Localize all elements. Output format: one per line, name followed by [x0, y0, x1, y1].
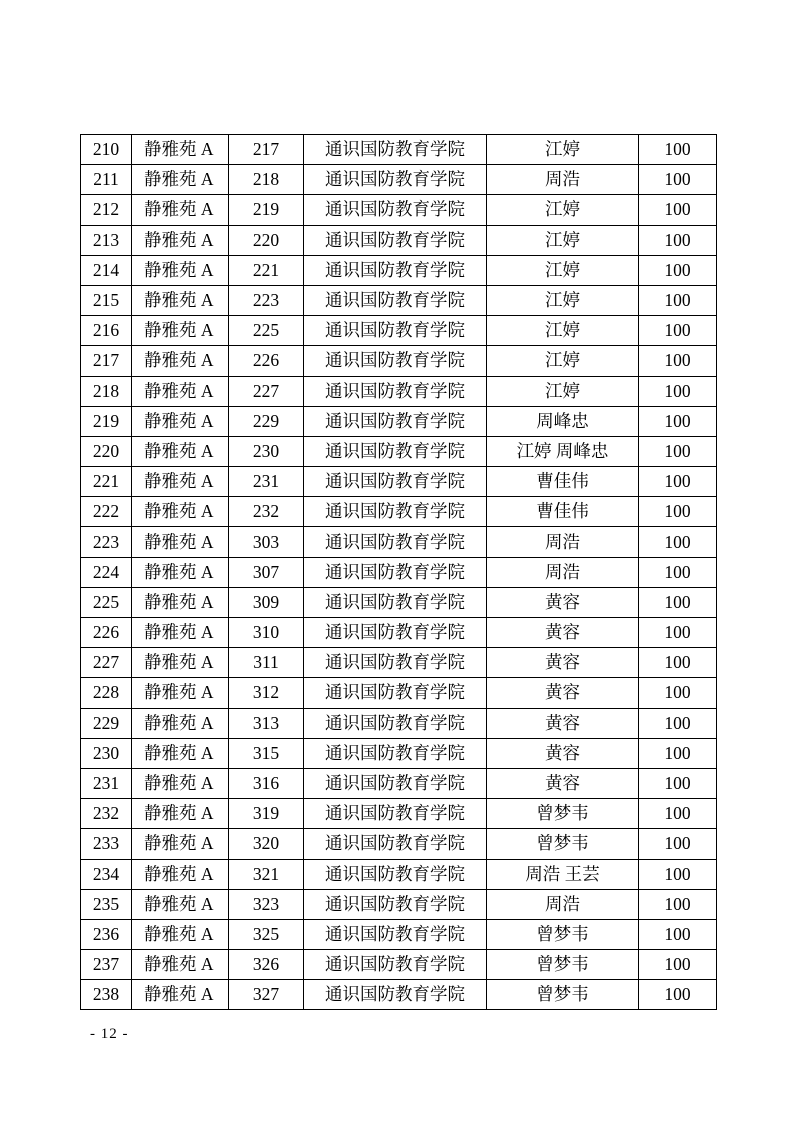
room-number-cell: 307 [229, 557, 304, 587]
counselor-cell: 黄容 [487, 708, 639, 738]
building-cell: 静雅苑 A [132, 135, 229, 165]
room-number-cell: 221 [229, 255, 304, 285]
serial-number-cell: 218 [81, 376, 132, 406]
serial-number-cell: 222 [81, 497, 132, 527]
room-number-cell: 231 [229, 467, 304, 497]
counselor-cell: 江婷 [487, 195, 639, 225]
score-cell: 100 [639, 285, 717, 315]
building-cell: 静雅苑 A [132, 618, 229, 648]
counselor-cell: 曾梦韦 [487, 980, 639, 1010]
score-cell: 100 [639, 587, 717, 617]
college-cell: 通识国防教育学院 [304, 678, 487, 708]
table-row [81, 467, 717, 497]
page-number: - 12 - [90, 1026, 129, 1042]
counselor-cell: 黄容 [487, 678, 639, 708]
serial-number-cell: 219 [81, 406, 132, 436]
building-cell: 静雅苑 A [132, 738, 229, 768]
table-row [81, 648, 717, 678]
room-number-cell: 303 [229, 527, 304, 557]
score-cell: 100 [639, 436, 717, 466]
table-row [81, 980, 717, 1010]
building-cell: 静雅苑 A [132, 768, 229, 798]
college-cell: 通识国防教育学院 [304, 889, 487, 919]
counselor-cell: 江婷 [487, 225, 639, 255]
table-row [81, 527, 717, 557]
table-row [81, 497, 717, 527]
counselor-cell: 周浩 [487, 889, 639, 919]
building-cell: 静雅苑 A [132, 950, 229, 980]
building-cell: 静雅苑 A [132, 436, 229, 466]
room-number-cell: 229 [229, 406, 304, 436]
serial-number-cell: 228 [81, 678, 132, 708]
counselor-cell: 江婷 [487, 316, 639, 346]
serial-number-cell: 237 [81, 950, 132, 980]
college-cell: 通识国防教育学院 [304, 195, 487, 225]
score-cell: 100 [639, 376, 717, 406]
score-cell: 100 [639, 708, 717, 738]
serial-number-cell: 233 [81, 829, 132, 859]
counselor-cell: 曾梦韦 [487, 829, 639, 859]
building-cell: 静雅苑 A [132, 285, 229, 315]
counselor-cell: 周浩 [487, 557, 639, 587]
serial-number-cell: 221 [81, 467, 132, 497]
room-number-cell: 310 [229, 618, 304, 648]
counselor-cell: 黄容 [487, 768, 639, 798]
score-cell: 100 [639, 406, 717, 436]
counselor-cell: 周峰忠 [487, 406, 639, 436]
serial-number-cell: 212 [81, 195, 132, 225]
building-cell: 静雅苑 A [132, 919, 229, 949]
room-number-cell: 312 [229, 678, 304, 708]
room-number-cell: 319 [229, 799, 304, 829]
counselor-cell: 周浩 [487, 527, 639, 557]
college-cell: 通识国防教育学院 [304, 768, 487, 798]
college-cell: 通识国防教育学院 [304, 587, 487, 617]
room-number-cell: 315 [229, 738, 304, 768]
table-row [81, 738, 717, 768]
score-cell: 100 [639, 919, 717, 949]
college-cell: 通识国防教育学院 [304, 165, 487, 195]
building-cell: 静雅苑 A [132, 527, 229, 557]
college-cell: 通识国防教育学院 [304, 950, 487, 980]
table-row [81, 195, 717, 225]
table-row [81, 406, 717, 436]
college-cell: 通识国防教育学院 [304, 316, 487, 346]
building-cell: 静雅苑 A [132, 195, 229, 225]
counselor-cell: 曹佳伟 [487, 497, 639, 527]
building-cell: 静雅苑 A [132, 316, 229, 346]
counselor-cell: 江婷 [487, 285, 639, 315]
counselor-cell: 黄容 [487, 738, 639, 768]
score-cell: 100 [639, 557, 717, 587]
table-row [81, 557, 717, 587]
serial-number-cell: 215 [81, 285, 132, 315]
table-row [81, 436, 717, 466]
serial-number-cell: 230 [81, 738, 132, 768]
serial-number-cell: 232 [81, 799, 132, 829]
college-cell: 通识国防教育学院 [304, 467, 487, 497]
building-cell: 静雅苑 A [132, 678, 229, 708]
table-row [81, 285, 717, 315]
table-row [81, 618, 717, 648]
score-cell: 100 [639, 195, 717, 225]
score-cell: 100 [639, 648, 717, 678]
room-number-cell: 313 [229, 708, 304, 738]
table-row [81, 859, 717, 889]
table-row [81, 255, 717, 285]
serial-number-cell: 217 [81, 346, 132, 376]
room-number-cell: 320 [229, 829, 304, 859]
room-number-cell: 323 [229, 889, 304, 919]
score-cell: 100 [639, 618, 717, 648]
college-cell: 通识国防教育学院 [304, 557, 487, 587]
room-number-cell: 309 [229, 587, 304, 617]
score-cell: 100 [639, 799, 717, 829]
counselor-cell: 黄容 [487, 618, 639, 648]
score-cell: 100 [639, 467, 717, 497]
table-row [81, 135, 717, 165]
building-cell: 静雅苑 A [132, 255, 229, 285]
room-number-cell: 226 [229, 346, 304, 376]
serial-number-cell: 214 [81, 255, 132, 285]
college-cell: 通识国防教育学院 [304, 859, 487, 889]
college-cell: 通识国防教育学院 [304, 285, 487, 315]
counselor-cell: 周浩 [487, 165, 639, 195]
building-cell: 静雅苑 A [132, 799, 229, 829]
building-cell: 静雅苑 A [132, 859, 229, 889]
table-row [81, 376, 717, 406]
counselor-cell: 江婷 [487, 346, 639, 376]
college-cell: 通识国防教育学院 [304, 708, 487, 738]
room-number-cell: 220 [229, 225, 304, 255]
college-cell: 通识国防教育学院 [304, 497, 487, 527]
dormitory-score-table [80, 134, 717, 1010]
score-cell: 100 [639, 527, 717, 557]
building-cell: 静雅苑 A [132, 165, 229, 195]
counselor-cell: 江婷 周峰忠 [487, 436, 639, 466]
serial-number-cell: 210 [81, 135, 132, 165]
table-row [81, 829, 717, 859]
serial-number-cell: 226 [81, 618, 132, 648]
table-row [81, 889, 717, 919]
room-number-cell: 227 [229, 376, 304, 406]
score-cell: 100 [639, 165, 717, 195]
room-number-cell: 316 [229, 768, 304, 798]
room-number-cell: 311 [229, 648, 304, 678]
score-cell: 100 [639, 829, 717, 859]
counselor-cell: 曾梦韦 [487, 799, 639, 829]
table-row [81, 316, 717, 346]
building-cell: 静雅苑 A [132, 648, 229, 678]
room-number-cell: 326 [229, 950, 304, 980]
counselor-cell: 黄容 [487, 648, 639, 678]
counselor-cell: 江婷 [487, 255, 639, 285]
counselor-cell: 曹佳伟 [487, 467, 639, 497]
building-cell: 静雅苑 A [132, 376, 229, 406]
college-cell: 通识国防教育学院 [304, 406, 487, 436]
building-cell: 静雅苑 A [132, 467, 229, 497]
serial-number-cell: 211 [81, 165, 132, 195]
counselor-cell: 曾梦韦 [487, 950, 639, 980]
counselor-cell: 周浩 王芸 [487, 859, 639, 889]
college-cell: 通识国防教育学院 [304, 225, 487, 255]
college-cell: 通识国防教育学院 [304, 980, 487, 1010]
score-cell: 100 [639, 738, 717, 768]
building-cell: 静雅苑 A [132, 829, 229, 859]
score-cell: 100 [639, 768, 717, 798]
room-number-cell: 327 [229, 980, 304, 1010]
table-row [81, 165, 717, 195]
serial-number-cell: 223 [81, 527, 132, 557]
college-cell: 通识国防教育学院 [304, 135, 487, 165]
score-cell: 100 [639, 678, 717, 708]
college-cell: 通识国防教育学院 [304, 436, 487, 466]
college-cell: 通识国防教育学院 [304, 799, 487, 829]
college-cell: 通识国防教育学院 [304, 738, 487, 768]
room-number-cell: 321 [229, 859, 304, 889]
serial-number-cell: 227 [81, 648, 132, 678]
building-cell: 静雅苑 A [132, 346, 229, 376]
table-row [81, 678, 717, 708]
score-cell: 100 [639, 950, 717, 980]
counselor-cell: 曾梦韦 [487, 919, 639, 949]
room-number-cell: 218 [229, 165, 304, 195]
score-cell: 100 [639, 859, 717, 889]
score-cell: 100 [639, 316, 717, 346]
building-cell: 静雅苑 A [132, 225, 229, 255]
college-cell: 通识国防教育学院 [304, 648, 487, 678]
counselor-cell: 黄容 [487, 587, 639, 617]
serial-number-cell: 235 [81, 889, 132, 919]
college-cell: 通识国防教育学院 [304, 255, 487, 285]
building-cell: 静雅苑 A [132, 406, 229, 436]
college-cell: 通识国防教育学院 [304, 919, 487, 949]
counselor-cell: 江婷 [487, 376, 639, 406]
room-number-cell: 223 [229, 285, 304, 315]
score-cell: 100 [639, 135, 717, 165]
table-row [81, 919, 717, 949]
score-cell: 100 [639, 225, 717, 255]
building-cell: 静雅苑 A [132, 557, 229, 587]
score-cell: 100 [639, 980, 717, 1010]
score-cell: 100 [639, 889, 717, 919]
serial-number-cell: 220 [81, 436, 132, 466]
building-cell: 静雅苑 A [132, 587, 229, 617]
score-cell: 100 [639, 255, 717, 285]
building-cell: 静雅苑 A [132, 708, 229, 738]
table-row [81, 587, 717, 617]
table-row [81, 225, 717, 255]
serial-number-cell: 224 [81, 557, 132, 587]
room-number-cell: 230 [229, 436, 304, 466]
score-cell: 100 [639, 346, 717, 376]
serial-number-cell: 236 [81, 919, 132, 949]
table-body [81, 135, 717, 1010]
building-cell: 静雅苑 A [132, 980, 229, 1010]
score-cell: 100 [639, 497, 717, 527]
room-number-cell: 232 [229, 497, 304, 527]
table-row [81, 950, 717, 980]
serial-number-cell: 231 [81, 768, 132, 798]
room-number-cell: 217 [229, 135, 304, 165]
room-number-cell: 219 [229, 195, 304, 225]
room-number-cell: 325 [229, 919, 304, 949]
college-cell: 通识国防教育学院 [304, 618, 487, 648]
table-row [81, 708, 717, 738]
counselor-cell: 江婷 [487, 135, 639, 165]
serial-number-cell: 225 [81, 587, 132, 617]
serial-number-cell: 229 [81, 708, 132, 738]
serial-number-cell: 213 [81, 225, 132, 255]
serial-number-cell: 238 [81, 980, 132, 1010]
college-cell: 通识国防教育学院 [304, 346, 487, 376]
serial-number-cell: 216 [81, 316, 132, 346]
building-cell: 静雅苑 A [132, 889, 229, 919]
college-cell: 通识国防教育学院 [304, 829, 487, 859]
table-row [81, 799, 717, 829]
college-cell: 通识国防教育学院 [304, 527, 487, 557]
table-row [81, 346, 717, 376]
room-number-cell: 225 [229, 316, 304, 346]
college-cell: 通识国防教育学院 [304, 376, 487, 406]
table-row [81, 768, 717, 798]
building-cell: 静雅苑 A [132, 497, 229, 527]
serial-number-cell: 234 [81, 859, 132, 889]
